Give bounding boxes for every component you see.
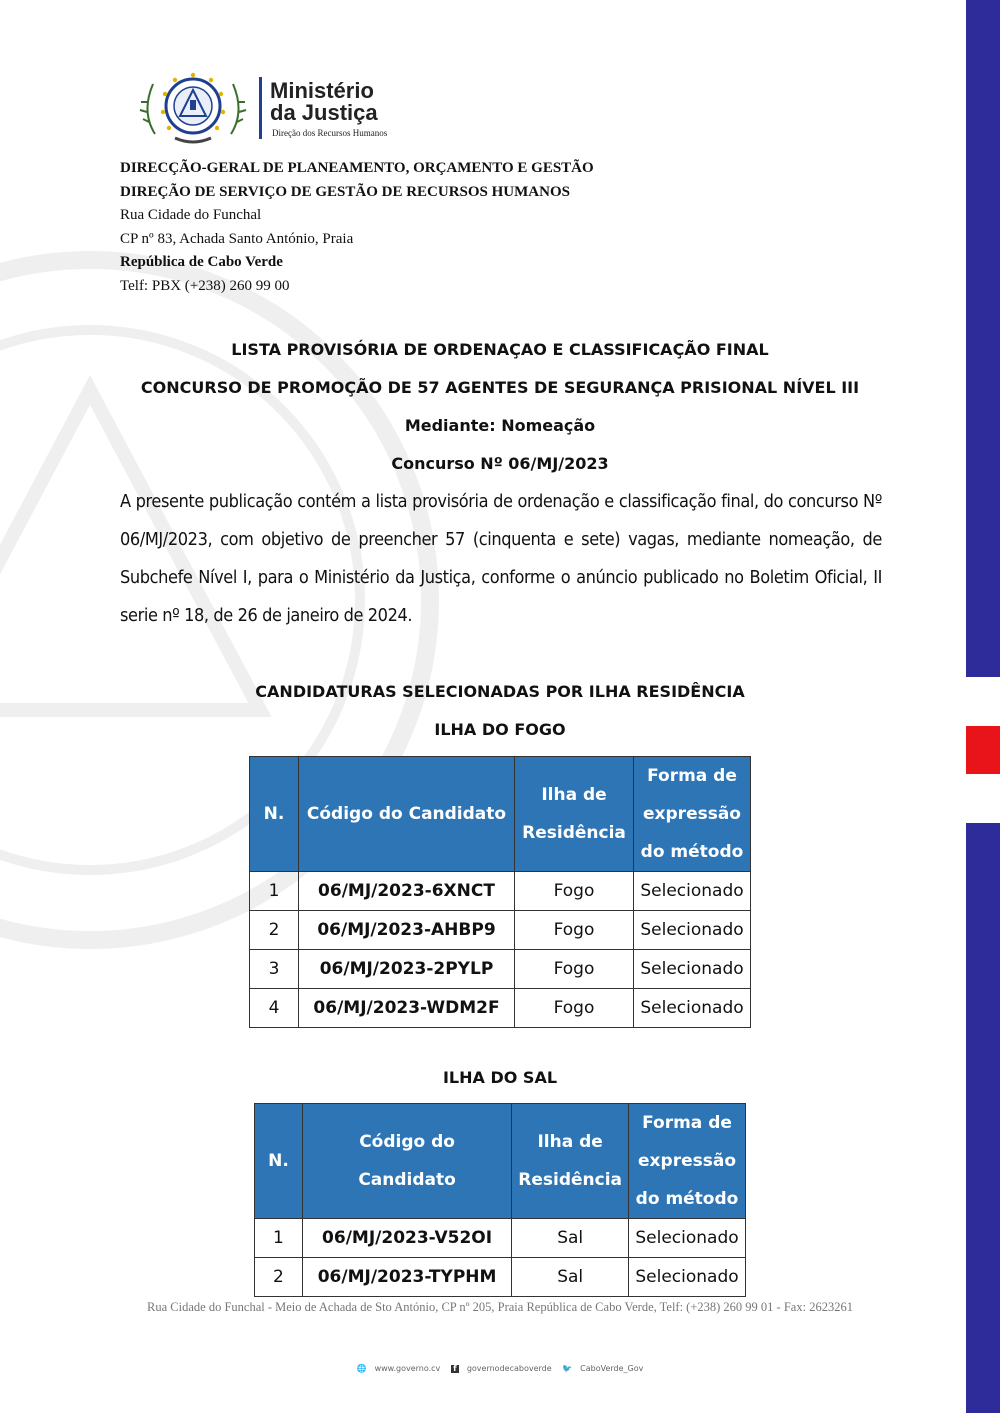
col-header-island-l2: Residência — [518, 1170, 623, 1190]
intro-paragraph: A presente publicação contém a lista provisória de ordenação e classificação final, do concurso Nº 06/MJ/2023, com objetivo de preencher 57 (cinquenta e sete) vagas, mediante nomeação, de Subchefe Nível I, para o Ministério da Justiça, conforme o anúncio publicado no Boletim Oficial, II serie nº 18, de 26 de janeiro de 2024. — [120, 491, 882, 626]
cell-island: Fogo — [515, 872, 634, 911]
logo-subtitle: Direção dos Recursos Humanos — [272, 128, 388, 138]
heading-line-1: LISTA PROVISÓRIA DE ORDENAÇAO E CLASSIFICAÇÃO FINAL — [231, 340, 769, 359]
web-link[interactable]: www.governo.cv — [374, 1364, 441, 1373]
facebook-link[interactable]: governodecaboverde — [466, 1364, 552, 1373]
address-line: CP nº 83, Achada Santo António, Praia — [120, 230, 354, 247]
address-line: DIREÇÃO DE SERVIÇO DE GESTÃO DE RECURSOS HUMANOS — [120, 183, 570, 200]
ministry-logo — [135, 72, 435, 148]
col-header-island-l1: Ilha de — [541, 785, 607, 805]
col-header-code: Código do Candidato — [302, 1104, 511, 1219]
cell-status: Selecionado — [634, 989, 751, 1028]
col-header-form-l2: expressão — [643, 804, 741, 824]
cell-code: 06/MJ/2023-2PYLP — [299, 950, 515, 989]
col-header-n: N. — [250, 757, 299, 872]
table-row — [255, 1219, 746, 1258]
col-header-island-l2: Residência — [522, 823, 626, 843]
logo-title-line2: da Justiça — [270, 100, 378, 125]
col-header-form-l1: Forma de — [642, 1113, 732, 1133]
cell-n: 1 — [255, 1219, 303, 1258]
col-header-island — [515, 757, 634, 872]
cell-island: Fogo — [515, 911, 634, 950]
col-header-n: N. — [255, 1104, 303, 1219]
col-header-form-l1: Forma de — [647, 766, 737, 786]
table-row — [250, 950, 751, 989]
heading-line-2: CONCURSO DE PROMOÇÃO DE 57 AGENTES DE SEGURANÇA PRISIONAL NÍVEL III — [140, 378, 860, 397]
cell-island: Fogo — [515, 989, 634, 1028]
address-line: DIRECÇÃO-GERAL DE PLANEAMENTO, ORÇAMENTO E GESTÃO — [120, 160, 594, 176]
logo-title — [270, 80, 378, 124]
cell-code: 06/MJ/2023-V52OI — [302, 1219, 511, 1258]
col-header-form-l2: expressão — [638, 1151, 736, 1171]
cell-code: 06/MJ/2023-TYPHM — [302, 1258, 511, 1297]
col-header-form — [629, 1104, 746, 1219]
table-row — [250, 989, 751, 1028]
col-header-island-l1: Ilha de — [537, 1132, 603, 1152]
cell-status: Selecionado — [634, 911, 751, 950]
globe-icon: 🌐 — [356, 1364, 367, 1373]
col-header-form-l3: do método — [635, 1189, 739, 1209]
cell-n: 2 — [250, 911, 299, 950]
section-title: CANDIDATURAS SELECIONADAS POR ILHA RESIDÊNCIA — [255, 682, 745, 701]
candidates-table-sal — [254, 1103, 746, 1297]
candidates-table-fogo — [249, 756, 751, 1028]
cell-status: Selecionado — [629, 1219, 746, 1258]
footer-address: Rua Cidade do Funchal - Meio de Achada de Sto António, CP nº 205, Praia República de Cabo Verde, Telf: (+238) 260 99 01 - Fax: 2623261 — [147, 1300, 853, 1314]
address-line: República de Cabo Verde — [120, 254, 283, 271]
table-title-sal: ILHA DO SAL — [442, 1068, 558, 1087]
coat-of-arms-icon — [135, 72, 251, 148]
side-bar-blue — [966, 0, 1000, 677]
address-line: Rua Cidade do Funchal — [120, 207, 262, 224]
col-header-code: Código do Candidato — [299, 757, 515, 872]
cell-island: Sal — [512, 1258, 629, 1297]
cell-n: 1 — [250, 872, 299, 911]
cell-status: Selecionado — [634, 950, 751, 989]
address-block — [120, 157, 594, 299]
heading-line-4: Concurso Nº 06/MJ/2023 — [391, 454, 609, 473]
cell-status: Selecionado — [629, 1258, 746, 1297]
twitter-icon: 🐦 — [562, 1364, 573, 1373]
side-bar-blue-lower — [966, 823, 1000, 1413]
col-header-island — [512, 1104, 629, 1219]
col-header-form — [634, 757, 751, 872]
cell-code: 06/MJ/2023-AHBP9 — [299, 911, 515, 950]
cell-n: 2 — [255, 1258, 303, 1297]
table-row — [250, 911, 751, 950]
col-header-form-l3: do método — [640, 842, 744, 862]
cell-code: 06/MJ/2023-6XNCT — [299, 872, 515, 911]
address-line: Telf: PBX (+238) 260 99 00 — [120, 277, 290, 294]
table-row — [250, 872, 751, 911]
logo-title-line1: Ministério — [270, 78, 374, 103]
social-links — [0, 1364, 1000, 1373]
table-row — [255, 1258, 746, 1297]
table-header-row — [255, 1104, 746, 1219]
heading-line-3: Mediante: Nomeação — [404, 416, 596, 435]
table-title-fogo: ILHA DO FOGO — [434, 720, 566, 739]
cell-n: 3 — [250, 950, 299, 989]
cell-island: Sal — [512, 1219, 629, 1258]
cell-island: Fogo — [515, 950, 634, 989]
table-header-row — [250, 757, 751, 872]
cell-code: 06/MJ/2023-WDM2F — [299, 989, 515, 1028]
logo-divider — [259, 77, 262, 139]
facebook-icon: f — [451, 1365, 459, 1373]
cell-n: 4 — [250, 989, 299, 1028]
cell-status: Selecionado — [634, 872, 751, 911]
twitter-link[interactable]: CaboVerde_Gov — [580, 1364, 644, 1373]
